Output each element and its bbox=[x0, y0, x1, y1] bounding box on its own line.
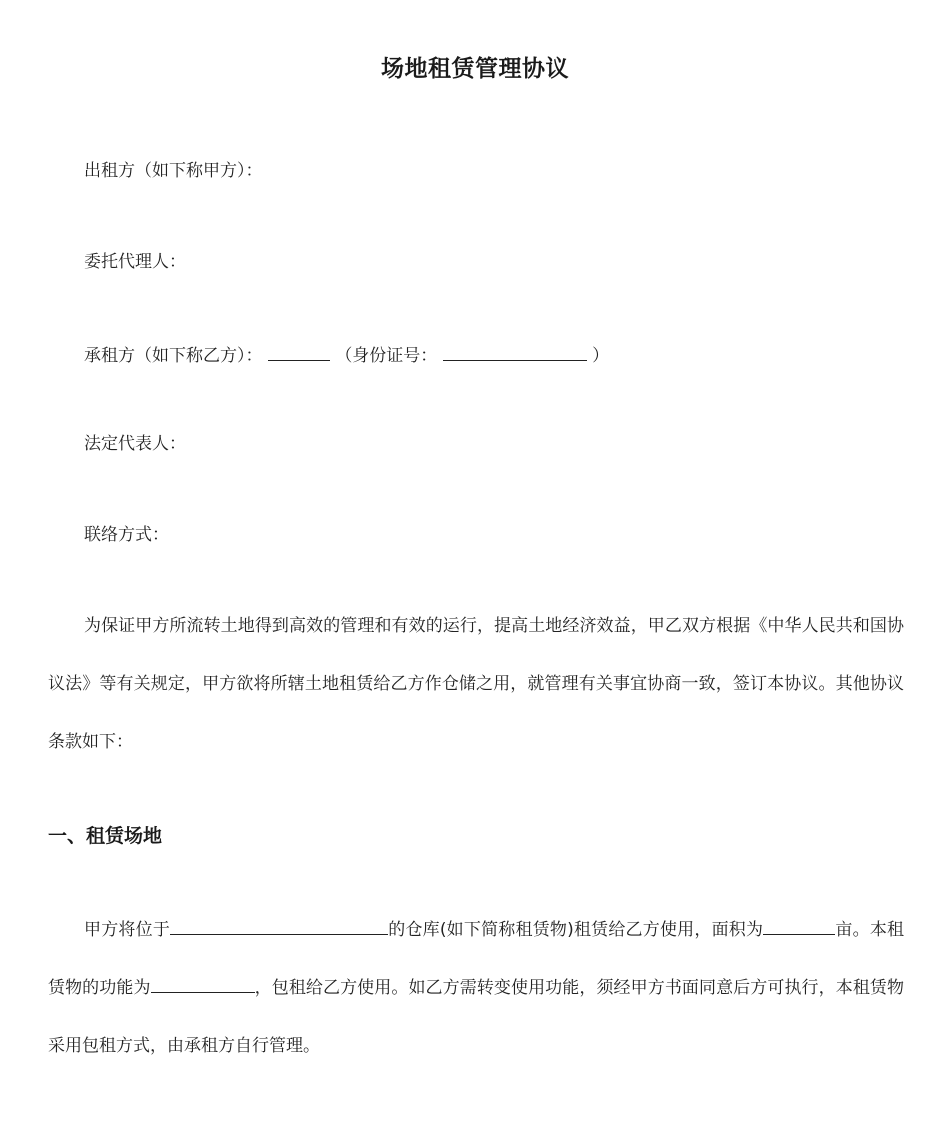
agent-label: 委托代理人： bbox=[84, 252, 186, 272]
lessee-id-blank[interactable] bbox=[443, 342, 587, 361]
section1-text-3: 亩。本租赁物的功能为 bbox=[48, 920, 905, 998]
lessee-id-open: （身份证号： bbox=[335, 346, 438, 366]
legal-rep-line bbox=[84, 433, 186, 455]
contact-line bbox=[84, 524, 169, 546]
lessee-line bbox=[84, 342, 609, 367]
intro-paragraph: 为保证甲方所流转土地得到高效的管理和有效的运行，提高土地经济效益，甲乙双方根据《中华人民共和国协议法》等有关规定，甲方欲将所辖土地租赁给乙方作仓储之用，就管理有关事宜协商一致，签订本协议。其他协议条款如下： bbox=[48, 616, 904, 752]
lessee-id-close: ） bbox=[592, 346, 610, 366]
area-blank[interactable] bbox=[763, 916, 835, 935]
section1-paragraph bbox=[48, 901, 904, 1075]
lessee-label: 承租方（如下称乙方）： bbox=[84, 346, 263, 366]
location-blank[interactable] bbox=[170, 916, 388, 935]
contact-label: 联络方式： bbox=[84, 525, 169, 545]
lessor-line bbox=[84, 160, 263, 182]
function-blank[interactable] bbox=[151, 974, 255, 993]
section1-heading: 一、租赁场地 bbox=[48, 825, 163, 847]
section1-text-1: 甲方将位于 bbox=[84, 920, 171, 940]
section1-text-4: ，包租给乙方使用。如乙方需转变使用功能，须经甲方书面同意后方可执行，本租赁物采用包租方式，由承租方自行管理。 bbox=[48, 978, 904, 1056]
section1-text-2: 的仓库(如下简称租赁物)租赁给乙方使用，面积为 bbox=[388, 920, 764, 940]
lessee-name-blank[interactable] bbox=[268, 342, 330, 361]
agent-line bbox=[84, 251, 186, 273]
lessor-label: 出租方（如下称甲方）： bbox=[84, 161, 263, 181]
legal-rep-label: 法定代表人： bbox=[84, 434, 186, 454]
document-title: 场地租赁管理协议 bbox=[381, 56, 569, 82]
